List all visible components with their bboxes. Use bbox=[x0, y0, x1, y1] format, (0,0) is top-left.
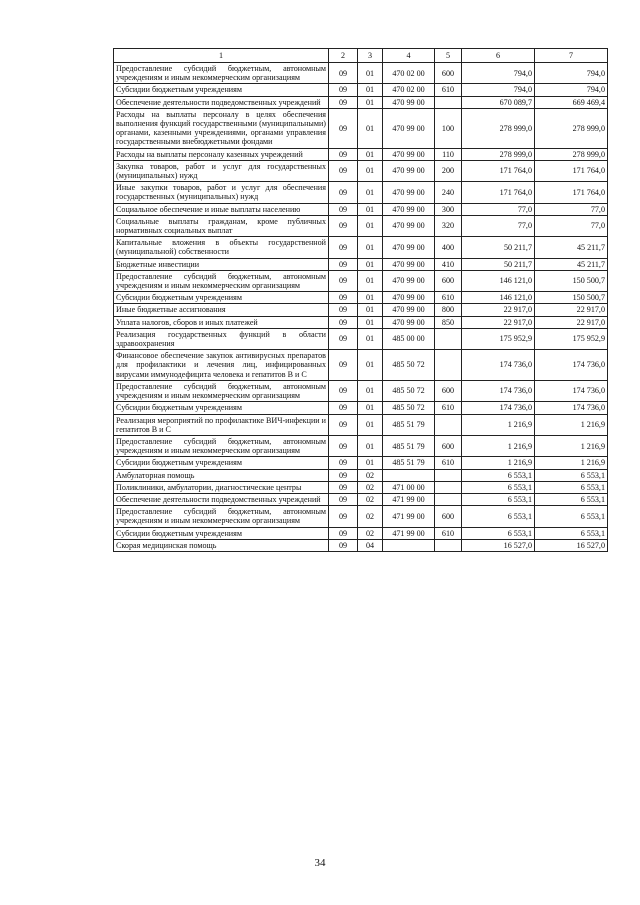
amount-year2-cell: 6 553,1 bbox=[535, 527, 608, 539]
amount-year1-cell: 50 211,7 bbox=[462, 258, 535, 270]
amount-year2-cell: 6 553,1 bbox=[535, 469, 608, 481]
section-code-cell: 09 bbox=[329, 469, 358, 481]
section-code-cell: 09 bbox=[329, 539, 358, 551]
amount-year1-cell: 174 736,0 bbox=[462, 402, 535, 414]
row-name-cell: Обеспечение деятельности подведомственных учреждений bbox=[114, 96, 329, 108]
table-row bbox=[114, 304, 608, 316]
section-code-cell: 09 bbox=[329, 215, 358, 236]
section-code-cell: 09 bbox=[329, 258, 358, 270]
expense-type-cell bbox=[435, 96, 462, 108]
target-article-cell: 470 99 00 bbox=[383, 160, 435, 181]
target-article-cell: 470 99 00 bbox=[383, 258, 435, 270]
section-code-cell: 09 bbox=[329, 63, 358, 84]
header-cell: 5 bbox=[435, 49, 462, 63]
subsection-code-cell: 02 bbox=[358, 493, 383, 505]
subsection-code-cell: 01 bbox=[358, 402, 383, 414]
amount-year1-cell: 16 527,0 bbox=[462, 539, 535, 551]
amount-year2-cell: 278 999,0 bbox=[535, 108, 608, 148]
subsection-code-cell: 01 bbox=[358, 63, 383, 84]
amount-year1-cell: 174 736,0 bbox=[462, 380, 535, 401]
amount-year1-cell: 6 553,1 bbox=[462, 493, 535, 505]
table-row bbox=[114, 328, 608, 349]
section-code-cell: 09 bbox=[329, 237, 358, 258]
header-cell: 6 bbox=[462, 49, 535, 63]
section-code-cell: 09 bbox=[329, 414, 358, 435]
section-code-cell: 09 bbox=[329, 96, 358, 108]
section-code-cell: 09 bbox=[329, 270, 358, 291]
amount-year2-cell: 1 216,9 bbox=[535, 414, 608, 435]
expense-type-cell: 600 bbox=[435, 63, 462, 84]
table-row bbox=[114, 469, 608, 481]
section-code-cell: 09 bbox=[329, 493, 358, 505]
subsection-code-cell: 01 bbox=[358, 328, 383, 349]
subsection-code-cell: 01 bbox=[358, 84, 383, 96]
amount-year2-cell: 669 469,4 bbox=[535, 96, 608, 108]
amount-year1-cell: 77,0 bbox=[462, 203, 535, 215]
table-row bbox=[114, 237, 608, 258]
subsection-code-cell: 02 bbox=[358, 481, 383, 493]
section-code-cell: 09 bbox=[329, 316, 358, 328]
expense-type-cell: 320 bbox=[435, 215, 462, 236]
amount-year1-cell: 174 736,0 bbox=[462, 350, 535, 381]
amount-year2-cell: 1 216,9 bbox=[535, 457, 608, 469]
amount-year2-cell: 6 553,1 bbox=[535, 506, 608, 527]
row-name-cell: Иные закупки товаров, работ и услуг для обеспечения государственных (муниципальных) нужд bbox=[114, 182, 329, 203]
amount-year2-cell: 6 553,1 bbox=[535, 493, 608, 505]
target-article-cell: 470 02 00 bbox=[383, 63, 435, 84]
section-code-cell: 09 bbox=[329, 182, 358, 203]
table-row bbox=[114, 182, 608, 203]
amount-year2-cell: 794,0 bbox=[535, 63, 608, 84]
subsection-code-cell: 01 bbox=[358, 350, 383, 381]
page-number: 34 bbox=[314, 857, 326, 869]
amount-year1-cell: 146 121,0 bbox=[462, 270, 535, 291]
subsection-code-cell: 01 bbox=[358, 237, 383, 258]
expense-type-cell: 410 bbox=[435, 258, 462, 270]
expense-type-cell: 610 bbox=[435, 402, 462, 414]
target-article-cell: 485 51 79 bbox=[383, 435, 435, 456]
amount-year1-cell: 171 764,0 bbox=[462, 160, 535, 181]
subsection-code-cell: 02 bbox=[358, 506, 383, 527]
table-row bbox=[114, 380, 608, 401]
target-article-cell: 485 50 72 bbox=[383, 402, 435, 414]
expense-type-cell: 610 bbox=[435, 292, 462, 304]
table-row bbox=[114, 270, 608, 291]
table-row bbox=[114, 108, 608, 148]
target-article-cell: 485 51 79 bbox=[383, 457, 435, 469]
table-row bbox=[114, 84, 608, 96]
row-name-cell: Расходы на выплаты персоналу казенных учреждений bbox=[114, 148, 329, 160]
target-article-cell: 470 99 00 bbox=[383, 108, 435, 148]
amount-year2-cell: 16 527,0 bbox=[535, 539, 608, 551]
amount-year1-cell: 6 553,1 bbox=[462, 481, 535, 493]
target-article-cell: 485 00 00 bbox=[383, 328, 435, 349]
table-row bbox=[114, 160, 608, 181]
row-name-cell: Поликлиники, амбулатории, диагностические центры bbox=[114, 481, 329, 493]
amount-year2-cell: 174 736,0 bbox=[535, 350, 608, 381]
amount-year2-cell: 794,0 bbox=[535, 84, 608, 96]
table-row bbox=[114, 527, 608, 539]
section-code-cell: 09 bbox=[329, 160, 358, 181]
target-article-cell: 470 99 00 bbox=[383, 96, 435, 108]
table-row bbox=[114, 292, 608, 304]
amount-year2-cell: 6 553,1 bbox=[535, 481, 608, 493]
section-code-cell: 09 bbox=[329, 506, 358, 527]
table-row bbox=[114, 316, 608, 328]
row-name-cell: Социальные выплаты гражданам, кроме публичных нормативных социальных выплат bbox=[114, 215, 329, 236]
target-article-cell: 470 99 00 bbox=[383, 316, 435, 328]
expense-type-cell: 610 bbox=[435, 457, 462, 469]
expense-type-cell: 600 bbox=[435, 380, 462, 401]
expense-type-cell: 600 bbox=[435, 435, 462, 456]
target-article-cell: 471 99 00 bbox=[383, 527, 435, 539]
table-row bbox=[114, 350, 608, 381]
amount-year1-cell: 6 553,1 bbox=[462, 469, 535, 481]
target-article-cell: 485 50 72 bbox=[383, 350, 435, 381]
table-row bbox=[114, 539, 608, 551]
target-article-cell: 470 99 00 bbox=[383, 292, 435, 304]
target-article-cell: 470 99 00 bbox=[383, 304, 435, 316]
target-article-cell: 470 02 00 bbox=[383, 84, 435, 96]
subsection-code-cell: 01 bbox=[358, 108, 383, 148]
header-cell: 1 bbox=[114, 49, 329, 63]
amount-year1-cell: 146 121,0 bbox=[462, 292, 535, 304]
table-row bbox=[114, 258, 608, 270]
amount-year1-cell: 6 553,1 bbox=[462, 527, 535, 539]
header-cell: 3 bbox=[358, 49, 383, 63]
row-name-cell: Субсидии бюджетным учреждениям bbox=[114, 402, 329, 414]
expense-type-cell: 300 bbox=[435, 203, 462, 215]
row-name-cell: Скорая медицинская помощь bbox=[114, 539, 329, 551]
amount-year2-cell: 22 917,0 bbox=[535, 304, 608, 316]
amount-year1-cell: 1 216,9 bbox=[462, 414, 535, 435]
table-header-row bbox=[114, 49, 608, 63]
expense-type-cell: 800 bbox=[435, 304, 462, 316]
row-name-cell: Капитальные вложения в объекты государственной (муниципальной) собственности bbox=[114, 237, 329, 258]
expense-type-cell bbox=[435, 328, 462, 349]
subsection-code-cell: 01 bbox=[358, 203, 383, 215]
expense-type-cell: 610 bbox=[435, 527, 462, 539]
target-article-cell bbox=[383, 539, 435, 551]
expense-type-cell: 240 bbox=[435, 182, 462, 203]
subsection-code-cell: 02 bbox=[358, 469, 383, 481]
expense-type-cell bbox=[435, 481, 462, 493]
subsection-code-cell: 01 bbox=[358, 457, 383, 469]
row-name-cell: Иные бюджетные ассигнования bbox=[114, 304, 329, 316]
amount-year1-cell: 6 553,1 bbox=[462, 506, 535, 527]
amount-year2-cell: 174 736,0 bbox=[535, 402, 608, 414]
target-article-cell: 485 50 72 bbox=[383, 380, 435, 401]
expense-type-cell bbox=[435, 493, 462, 505]
section-code-cell: 09 bbox=[329, 328, 358, 349]
amount-year1-cell: 670 089,7 bbox=[462, 96, 535, 108]
amount-year2-cell: 77,0 bbox=[535, 215, 608, 236]
subsection-code-cell: 02 bbox=[358, 527, 383, 539]
table-row bbox=[114, 203, 608, 215]
amount-year2-cell: 22 917,0 bbox=[535, 316, 608, 328]
section-code-cell: 09 bbox=[329, 108, 358, 148]
section-code-cell: 09 bbox=[329, 292, 358, 304]
header-cell: 2 bbox=[329, 49, 358, 63]
expense-type-cell: 600 bbox=[435, 270, 462, 291]
subsection-code-cell: 01 bbox=[358, 304, 383, 316]
section-code-cell: 09 bbox=[329, 457, 358, 469]
row-name-cell: Предоставление субсидий бюджетным, автономным учреждениям и иным некоммерческим организациям bbox=[114, 435, 329, 456]
row-name-cell: Социальное обеспечение и иные выплаты населению bbox=[114, 203, 329, 215]
section-code-cell: 09 bbox=[329, 435, 358, 456]
target-article-cell: 471 99 00 bbox=[383, 506, 435, 527]
row-name-cell: Уплата налогов, сборов и иных платежей bbox=[114, 316, 329, 328]
budget-table bbox=[113, 48, 608, 552]
target-article-cell: 470 99 00 bbox=[383, 270, 435, 291]
row-name-cell: Предоставление субсидий бюджетным, автономным учреждениям и иным некоммерческим организациям bbox=[114, 63, 329, 84]
section-code-cell: 09 bbox=[329, 304, 358, 316]
target-article-cell: 470 99 00 bbox=[383, 182, 435, 203]
amount-year2-cell: 171 764,0 bbox=[535, 160, 608, 181]
table-row bbox=[114, 435, 608, 456]
amount-year2-cell: 77,0 bbox=[535, 203, 608, 215]
amount-year1-cell: 171 764,0 bbox=[462, 182, 535, 203]
header-cell: 7 bbox=[535, 49, 608, 63]
row-name-cell: Обеспечение деятельности подведомственных учреждений bbox=[114, 493, 329, 505]
table-row bbox=[114, 457, 608, 469]
expense-type-cell bbox=[435, 350, 462, 381]
amount-year1-cell: 175 952,9 bbox=[462, 328, 535, 349]
expense-type-cell: 600 bbox=[435, 506, 462, 527]
target-article-cell: 471 99 00 bbox=[383, 493, 435, 505]
section-code-cell: 09 bbox=[329, 350, 358, 381]
section-code-cell: 09 bbox=[329, 402, 358, 414]
subsection-code-cell: 01 bbox=[358, 148, 383, 160]
row-name-cell: Предоставление субсидий бюджетным, автономным учреждениям и иным некоммерческим организациям bbox=[114, 506, 329, 527]
amount-year2-cell: 174 736,0 bbox=[535, 380, 608, 401]
target-article-cell: 470 99 00 bbox=[383, 237, 435, 258]
amount-year1-cell: 794,0 bbox=[462, 84, 535, 96]
table-row bbox=[114, 493, 608, 505]
subsection-code-cell: 01 bbox=[358, 316, 383, 328]
row-name-cell: Субсидии бюджетным учреждениям bbox=[114, 457, 329, 469]
expense-type-cell bbox=[435, 539, 462, 551]
row-name-cell: Закупка товаров, работ и услуг для государственных (муниципальных) нужд bbox=[114, 160, 329, 181]
subsection-code-cell: 01 bbox=[358, 96, 383, 108]
row-name-cell: Расходы на выплаты персоналу в целях обеспечения выполнения функций государственными (муниципальными) органами, казенными учреждениями, органами управления государственными внебюджетными фондами bbox=[114, 108, 329, 148]
expense-type-cell: 110 bbox=[435, 148, 462, 160]
amount-year1-cell: 1 216,9 bbox=[462, 457, 535, 469]
table-row bbox=[114, 215, 608, 236]
expense-type-cell bbox=[435, 414, 462, 435]
expense-type-cell: 850 bbox=[435, 316, 462, 328]
amount-year1-cell: 278 999,0 bbox=[462, 148, 535, 160]
subsection-code-cell: 01 bbox=[358, 380, 383, 401]
section-code-cell: 09 bbox=[329, 148, 358, 160]
row-name-cell: Субсидии бюджетным учреждениям bbox=[114, 527, 329, 539]
section-code-cell: 09 bbox=[329, 84, 358, 96]
amount-year2-cell: 1 216,9 bbox=[535, 435, 608, 456]
table-row bbox=[114, 148, 608, 160]
amount-year2-cell: 175 952,9 bbox=[535, 328, 608, 349]
target-article-cell: 485 51 79 bbox=[383, 414, 435, 435]
row-name-cell: Предоставление субсидий бюджетным, автономным учреждениям и иным некоммерческим организациям bbox=[114, 270, 329, 291]
subsection-code-cell: 04 bbox=[358, 539, 383, 551]
amount-year2-cell: 45 211,7 bbox=[535, 237, 608, 258]
amount-year2-cell: 150 500,7 bbox=[535, 292, 608, 304]
table-row bbox=[114, 506, 608, 527]
subsection-code-cell: 01 bbox=[358, 182, 383, 203]
section-code-cell: 09 bbox=[329, 527, 358, 539]
expense-type-cell: 610 bbox=[435, 84, 462, 96]
target-article-cell: 470 99 00 bbox=[383, 203, 435, 215]
target-article-cell: 470 99 00 bbox=[383, 148, 435, 160]
subsection-code-cell: 01 bbox=[358, 270, 383, 291]
section-code-cell: 09 bbox=[329, 481, 358, 493]
row-name-cell: Бюджетные инвестиции bbox=[114, 258, 329, 270]
amount-year2-cell: 171 764,0 bbox=[535, 182, 608, 203]
table-body bbox=[114, 63, 608, 552]
amount-year1-cell: 1 216,9 bbox=[462, 435, 535, 456]
row-name-cell: Амбулаторная помощь bbox=[114, 469, 329, 481]
subsection-code-cell: 01 bbox=[358, 160, 383, 181]
expense-type-cell: 400 bbox=[435, 237, 462, 258]
subsection-code-cell: 01 bbox=[358, 215, 383, 236]
section-code-cell: 09 bbox=[329, 380, 358, 401]
expense-type-cell: 200 bbox=[435, 160, 462, 181]
table-row bbox=[114, 402, 608, 414]
subsection-code-cell: 01 bbox=[358, 292, 383, 304]
target-article-cell: 471 00 00 bbox=[383, 481, 435, 493]
row-name-cell: Финансовое обеспечение закупок антивирусных препаратов для профилактики и лечения лиц, инфицированных вирусами иммунодефицита человека и гепатитов В и С bbox=[114, 350, 329, 381]
amount-year2-cell: 45 211,7 bbox=[535, 258, 608, 270]
amount-year1-cell: 278 999,0 bbox=[462, 108, 535, 148]
table-row bbox=[114, 481, 608, 493]
expense-type-cell bbox=[435, 469, 462, 481]
target-article-cell: 470 99 00 bbox=[383, 215, 435, 236]
section-code-cell: 09 bbox=[329, 203, 358, 215]
amount-year1-cell: 77,0 bbox=[462, 215, 535, 236]
table-row bbox=[114, 414, 608, 435]
expense-type-cell: 100 bbox=[435, 108, 462, 148]
amount-year2-cell: 150 500,7 bbox=[535, 270, 608, 291]
header-cell: 4 bbox=[383, 49, 435, 63]
row-name-cell: Субсидии бюджетным учреждениям bbox=[114, 84, 329, 96]
subsection-code-cell: 01 bbox=[358, 435, 383, 456]
amount-year1-cell: 794,0 bbox=[462, 63, 535, 84]
target-article-cell bbox=[383, 469, 435, 481]
amount-year2-cell: 278 999,0 bbox=[535, 148, 608, 160]
amount-year1-cell: 50 211,7 bbox=[462, 237, 535, 258]
amount-year1-cell: 22 917,0 bbox=[462, 316, 535, 328]
row-name-cell: Реализация мероприятий по профилактике ВИЧ-инфекции и гепатитов В и С bbox=[114, 414, 329, 435]
table-row bbox=[114, 63, 608, 84]
amount-year1-cell: 22 917,0 bbox=[462, 304, 535, 316]
table-row bbox=[114, 96, 608, 108]
subsection-code-cell: 01 bbox=[358, 414, 383, 435]
row-name-cell: Предоставление субсидий бюджетным, автономным учреждениям и иным некоммерческим организациям bbox=[114, 380, 329, 401]
row-name-cell: Субсидии бюджетным учреждениям bbox=[114, 292, 329, 304]
subsection-code-cell: 01 bbox=[358, 258, 383, 270]
row-name-cell: Реализация государственных функций в области здравоохранения bbox=[114, 328, 329, 349]
